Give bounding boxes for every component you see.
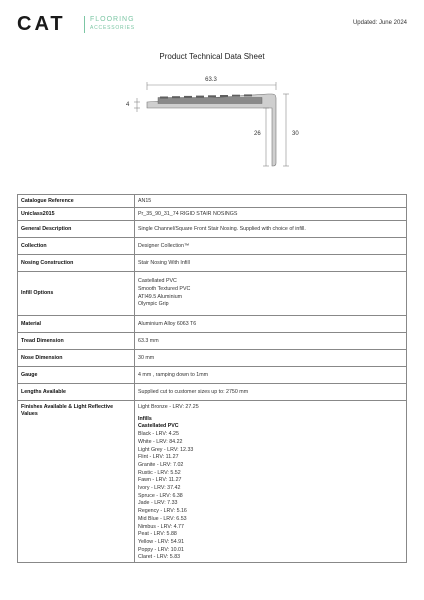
table-row xyxy=(18,208,407,221)
table-row xyxy=(18,384,407,401)
row-value: Designer Collection™ xyxy=(135,238,407,255)
logo-subtitle-flooring: FLOORING xyxy=(90,16,135,23)
row-label: Infill Options xyxy=(18,272,135,316)
table-row xyxy=(18,255,407,272)
table-row xyxy=(18,333,407,350)
table-row xyxy=(18,195,407,208)
row-label: Finishes Available & Light Reflective Values xyxy=(18,401,135,563)
row-value-list xyxy=(135,272,407,316)
tread-width-label: 63.3 xyxy=(205,77,217,83)
infills-heading: Infills xyxy=(138,415,152,422)
castellated-heading: Castellated PVC xyxy=(138,423,179,430)
finish-item: Ivory - LRV: 37.42 xyxy=(138,485,181,492)
row-label: Collection xyxy=(18,238,135,255)
row-value: 30 mm xyxy=(135,350,407,367)
row-value: 63.3 mm xyxy=(135,333,407,350)
row-value: Aluminium Alloy 6063 T6 xyxy=(135,316,407,333)
finish-item: Mid Blue - LRV: 6.53 xyxy=(138,515,187,522)
finish-item: Flint - LRV: 11.27 xyxy=(138,454,179,461)
row-label: Catalogue Reference xyxy=(18,195,135,208)
finish-item: Rustic - LRV: 5.52 xyxy=(138,469,181,476)
row-label: Lengths Available xyxy=(18,384,135,401)
finish-item: Spruce - LRV: 6.38 xyxy=(138,492,183,499)
row-value: Stair Nosing With Infill xyxy=(135,255,407,272)
row-label: Material xyxy=(18,316,135,333)
row-label: Nosing Construction xyxy=(18,255,135,272)
row-label: Tread Dimension xyxy=(18,333,135,350)
finish-item: Light Grey - LRV: 12.33 xyxy=(138,446,194,453)
row-value: Pr_35_90_31_74 RIGID STAIR NOSINGS xyxy=(135,208,407,221)
finish-item: Jade - LRV: 7.33 xyxy=(138,500,178,507)
finish-item: Regency - LRV: 5.16 xyxy=(138,508,187,515)
page-header xyxy=(0,0,424,50)
infill-insert xyxy=(158,98,262,104)
inner-nose-label: 26 xyxy=(254,131,261,137)
gauge-label: 4 xyxy=(126,102,130,108)
finish-item: Black - LRV: 4.25 xyxy=(138,431,179,438)
row-value: AN15 xyxy=(135,195,407,208)
page-title: Product Technical Data Sheet xyxy=(159,52,265,61)
logo-subtitle-accessories: ACCESSORIES xyxy=(90,25,135,31)
table-row xyxy=(18,221,407,238)
row-label: Uniclass2015 xyxy=(18,208,135,221)
finish-item: Granite - LRV: 7.02 xyxy=(138,461,184,468)
table-row xyxy=(18,238,407,255)
finish-item: Peat - LRV: 5.88 xyxy=(138,531,177,538)
row-label: Gauge xyxy=(18,367,135,384)
row-label: General Description xyxy=(18,221,135,238)
infill-option: Castellated PVC xyxy=(138,278,177,285)
nosing-profile-diagram xyxy=(0,68,424,183)
row-value: Single Channel/Square Front Stair Nosing. Supplied with choice of infill. xyxy=(135,221,407,238)
finish-item: Yellow - LRV: 54.91 xyxy=(138,538,185,545)
row-value: Supplied cut to customer sizes up to: 2750 mm xyxy=(135,384,407,401)
table-row xyxy=(18,367,407,384)
finish-item: Fawn - LRV: 11.27 xyxy=(138,477,182,484)
spec-table xyxy=(17,194,407,563)
finish-item: Poppy - LRV: 10.01 xyxy=(138,546,184,553)
nose-height-label: 30 xyxy=(292,131,299,137)
updated-date: Updated: June 2024 xyxy=(352,20,407,26)
table-row xyxy=(18,350,407,367)
infill-option: Smooth Textured PVC xyxy=(138,285,191,292)
table-row xyxy=(18,401,407,563)
logo-divider xyxy=(84,16,85,33)
infill-option: Olympic Grip xyxy=(138,301,169,308)
infill-option: ATI49.5 Aluminium xyxy=(138,293,183,300)
row-value: 4 mm , ramping down to 1mm xyxy=(135,367,407,384)
row-label: Nose Dimension xyxy=(18,350,135,367)
finish-item: White - LRV: 84.22 xyxy=(138,438,183,445)
table-row xyxy=(18,316,407,333)
finish-item: Nimbus - LRV: 4.77 xyxy=(138,523,184,530)
finish-item: Claret - LRV: 5.83 xyxy=(138,554,181,561)
finishes-list xyxy=(135,401,407,563)
brand-logo: CAT xyxy=(17,13,66,35)
finish-item: Light Bronze - LRV: 27.25 xyxy=(138,404,199,410)
nosing-profile xyxy=(147,94,276,166)
table-row xyxy=(18,272,407,316)
